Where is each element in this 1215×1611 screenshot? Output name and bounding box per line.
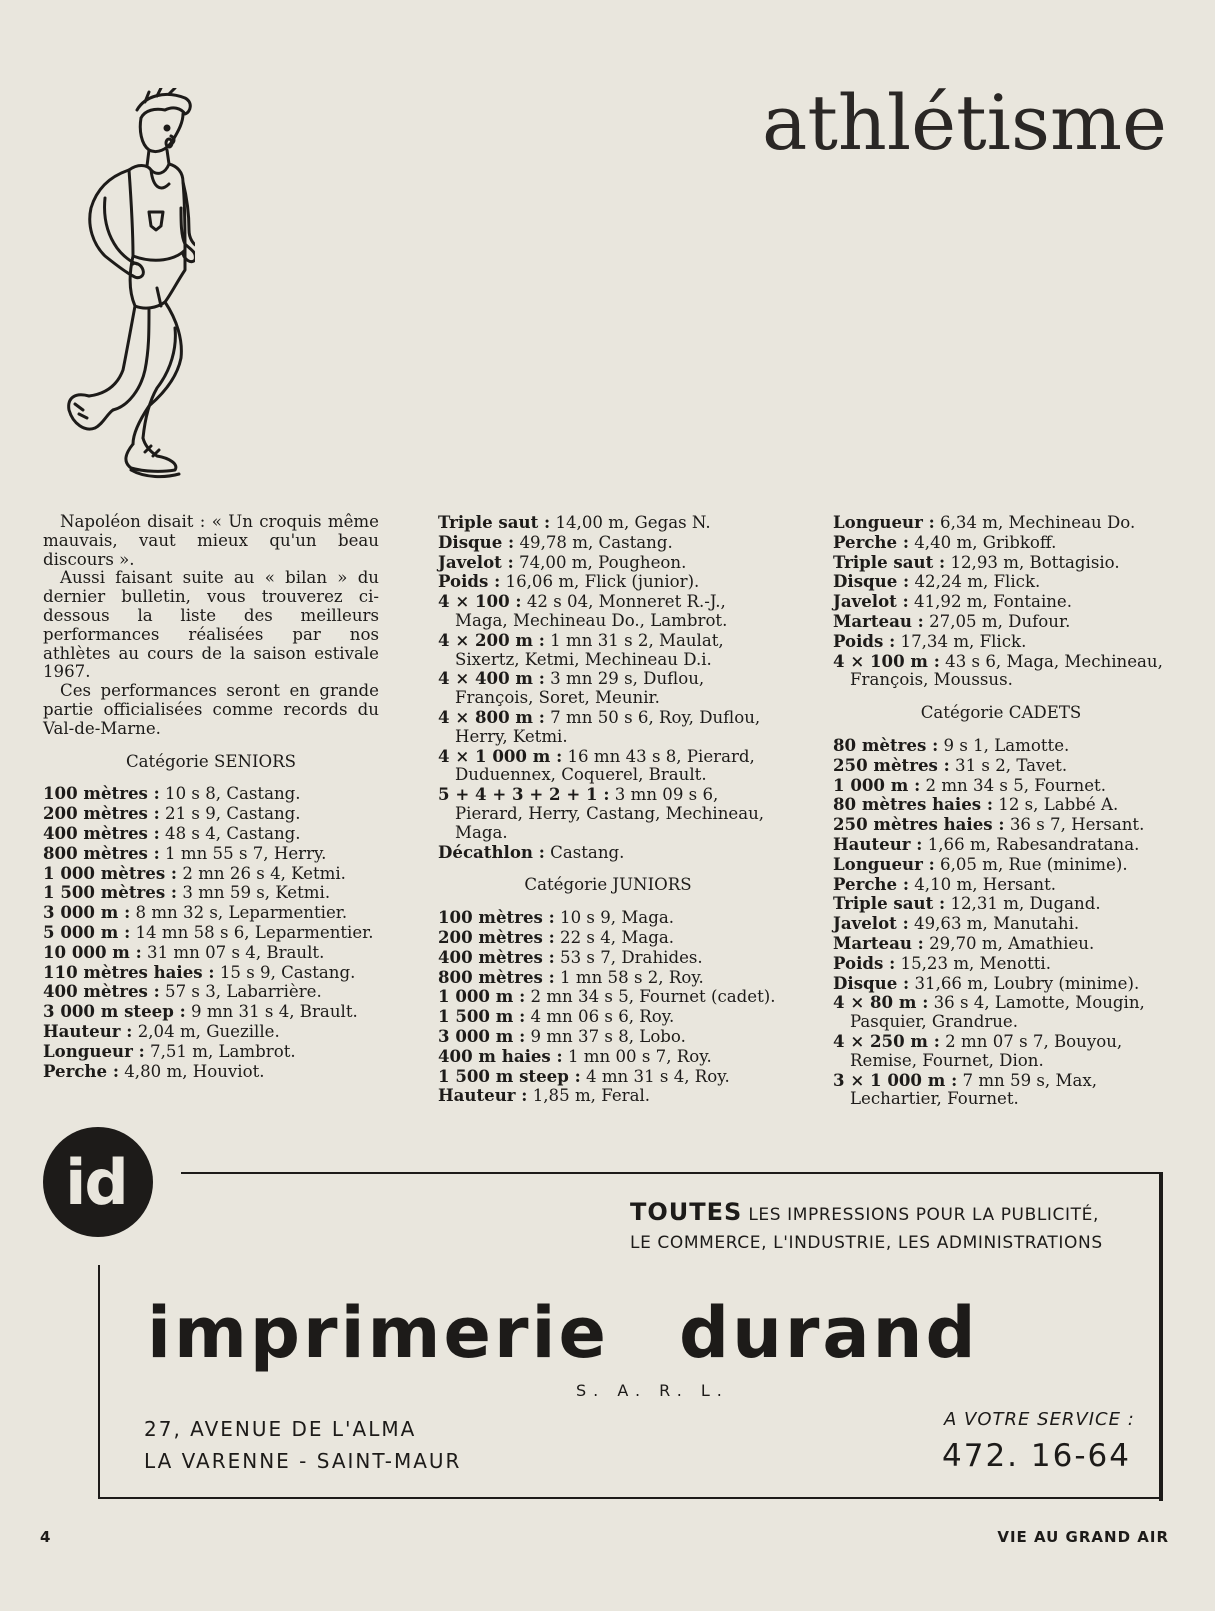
event-result: 14,00 m, Gegas N. bbox=[555, 513, 711, 532]
event-result: 2 mn 34 s 5, Fournet. bbox=[925, 775, 1106, 795]
event-result: 53 s 7, Drahides. bbox=[560, 947, 703, 967]
event-label: 1 000 m : bbox=[833, 774, 921, 795]
event-label: 3 000 m : bbox=[438, 1025, 526, 1046]
ad-brand bbox=[147, 1292, 979, 1374]
result-line bbox=[43, 963, 379, 983]
result-line bbox=[833, 894, 1169, 914]
event-result: 41,92 m, Fontaine. bbox=[914, 592, 1073, 612]
event-label: Javelot : bbox=[833, 913, 909, 934]
event-result: 3 mn 29 s, Duflou, François, Soret, Meunir. bbox=[455, 669, 705, 708]
juniors-continued-list bbox=[833, 513, 1169, 690]
event-result: 4,80 m, Houviot. bbox=[124, 1061, 265, 1081]
event-result: 2 mn 26 s 4, Ketmi. bbox=[182, 863, 346, 883]
result-line bbox=[833, 993, 1169, 1032]
event-label: 1 500 m steep : bbox=[438, 1065, 581, 1086]
seniors-heading: Catégorie SENIORS bbox=[125, 751, 297, 771]
event-result: 7 mn 50 s 6, Roy, Duflou, Herry, Ketmi. bbox=[455, 707, 761, 746]
result-line bbox=[833, 756, 1169, 776]
event-result: 4,40 m, Gribkoff. bbox=[914, 532, 1057, 552]
event-label: Longueur : bbox=[43, 1040, 145, 1061]
result-line bbox=[833, 652, 1169, 691]
result-line bbox=[438, 533, 778, 553]
event-result: 9 mn 31 s 4, Brault. bbox=[190, 1002, 358, 1022]
result-line bbox=[43, 844, 379, 864]
result-line bbox=[833, 815, 1169, 835]
event-label: 5 000 m : bbox=[43, 921, 131, 942]
event-label: 4 × 200 m : bbox=[438, 629, 545, 650]
event-result: 3 mn 09 s 6, Pierard, Herry, Castang, Mechineau, Maga. bbox=[455, 785, 765, 842]
event-result: 31,66 m, Loubry (minime). bbox=[914, 973, 1140, 993]
event-result: 6,34 m, Mechineau Do. bbox=[940, 513, 1136, 532]
event-label: Hauteur : bbox=[43, 1020, 133, 1041]
ad-brand-imprimerie: imprimerie bbox=[147, 1292, 609, 1374]
result-line bbox=[43, 883, 379, 903]
event-result: 7,51 m, Lambrot. bbox=[150, 1041, 296, 1061]
id-logo bbox=[42, 1126, 154, 1238]
event-label: 4 × 80 m : bbox=[833, 992, 929, 1013]
event-label: Perche : bbox=[43, 1060, 119, 1081]
cadets-list bbox=[833, 736, 1169, 1109]
event-label: Poids : bbox=[833, 630, 896, 651]
event-result: 8 mn 32 s, Leparmentier. bbox=[135, 903, 348, 923]
ad-tagline-rest: LES IMPRESSIONS POUR LA PUBLICITÉ, bbox=[748, 1205, 1099, 1225]
juniors-list bbox=[438, 908, 778, 1106]
event-result: 42,24 m, Flick. bbox=[914, 572, 1041, 592]
result-line bbox=[438, 747, 778, 786]
result-line bbox=[438, 968, 778, 988]
event-label: 100 mètres : bbox=[43, 783, 160, 804]
event-result: 43 s 6, Maga, Mechineau, François, Moussus. bbox=[850, 651, 1163, 690]
event-result: 10 s 8, Castang. bbox=[165, 784, 301, 804]
column-1 bbox=[43, 513, 379, 1081]
result-line bbox=[438, 908, 778, 928]
event-result: 16,06 m, Flick (junior). bbox=[505, 572, 700, 592]
event-label: 5 + 4 + 3 + 2 + 1 : bbox=[438, 784, 610, 805]
result-line bbox=[833, 875, 1169, 895]
result-line bbox=[833, 974, 1169, 994]
event-result: 49,78 m, Castang. bbox=[519, 532, 673, 552]
result-line bbox=[833, 855, 1169, 875]
event-label: 4 × 400 m : bbox=[438, 668, 545, 689]
cadets-heading: Catégorie CADETS bbox=[920, 703, 1082, 723]
event-label: 3 000 m : bbox=[43, 902, 131, 923]
result-line bbox=[438, 785, 778, 842]
event-label: Poids : bbox=[833, 952, 896, 973]
column-3 bbox=[833, 513, 1169, 1109]
result-line bbox=[833, 513, 1169, 533]
result-line bbox=[43, 1022, 379, 1042]
event-label: 250 mètres : bbox=[833, 754, 950, 775]
event-result: 16 mn 43 s 8, Pierard, Duduennex, Coquerel, Brault. bbox=[455, 746, 755, 785]
result-line bbox=[833, 533, 1169, 553]
result-line bbox=[438, 843, 778, 863]
result-line bbox=[833, 612, 1169, 632]
intro-paragraph-3: Ces performances seront en grande partie officialisées comme records du Val-de-Marne. bbox=[43, 681, 379, 738]
ad-frame-top bbox=[181, 1172, 1161, 1174]
magazine-name: VIE AU GRAND AIR bbox=[997, 1528, 1169, 1546]
result-line bbox=[438, 1007, 778, 1027]
result-line bbox=[43, 864, 379, 884]
page-title: athlétisme bbox=[762, 78, 1167, 167]
result-line bbox=[833, 954, 1169, 974]
ad-tagline-line2: LE COMMERCE, L'INDUSTRIE, LES ADMINISTRATIONS bbox=[630, 1233, 1103, 1253]
event-label: 1 500 mètres : bbox=[43, 882, 178, 903]
event-label: 3 000 m steep : bbox=[43, 1001, 186, 1022]
event-result: 12 s, Labbé A. bbox=[998, 795, 1119, 815]
event-result: 4 mn 31 s 4, Roy. bbox=[585, 1066, 730, 1086]
juniors-heading: Catégorie JUNIORS bbox=[524, 875, 692, 895]
event-label: Longueur : bbox=[833, 853, 935, 874]
result-line bbox=[438, 928, 778, 948]
event-result: 10 s 9, Maga. bbox=[560, 908, 674, 928]
result-line bbox=[833, 1071, 1169, 1110]
event-label: 400 mètres : bbox=[43, 981, 160, 1002]
result-line bbox=[43, 923, 379, 943]
result-line bbox=[833, 553, 1169, 573]
result-line bbox=[438, 513, 778, 533]
event-result: 2,04 m, Guezille. bbox=[137, 1021, 280, 1041]
event-result: 36 s 4, Lamotte, Mougin, Pasquier, Grandrue. bbox=[850, 993, 1145, 1032]
result-line bbox=[833, 1032, 1169, 1071]
event-result: 27,05 m, Dufour. bbox=[929, 611, 1071, 631]
event-label: 400 mètres : bbox=[438, 946, 555, 967]
seniors-list bbox=[43, 784, 379, 1081]
event-label: 200 mètres : bbox=[438, 926, 555, 947]
event-result: 2 mn 07 s 7, Bouyou, Remise, Fournet, Dion. bbox=[850, 1031, 1123, 1070]
event-label: 250 mètres haies : bbox=[833, 814, 1005, 835]
ad-tagline-big: TOUTES bbox=[630, 1198, 743, 1226]
result-line bbox=[43, 982, 379, 1002]
result-line bbox=[438, 1067, 778, 1087]
event-label: 200 mètres : bbox=[43, 803, 160, 824]
event-label: Javelot : bbox=[833, 591, 909, 612]
event-label: 4 × 250 m : bbox=[833, 1030, 940, 1051]
event-result: 48 s 4, Castang. bbox=[165, 823, 301, 843]
event-label: Hauteur : bbox=[438, 1085, 528, 1106]
result-line bbox=[43, 824, 379, 844]
intro-paragraph-2: Aussi faisant suite au « bilan » du dernier bulletin, vous trouverez ci-dessous la liste des meilleurs performances réalisées par nos athlètes au cours de la saison estivale 1967. bbox=[43, 568, 379, 682]
event-result: 12,93 m, Bottagisio. bbox=[950, 552, 1120, 572]
result-line bbox=[833, 914, 1169, 934]
event-result: 14 mn 58 s 6, Leparmentier. bbox=[135, 922, 374, 942]
event-label: 10 000 m : bbox=[43, 941, 142, 962]
event-label: 100 mètres : bbox=[438, 907, 555, 928]
event-result: 57 s 3, Labarrière. bbox=[165, 982, 322, 1002]
result-line bbox=[43, 1002, 379, 1022]
event-label: Javelot : bbox=[438, 551, 514, 572]
ad-sarl: S. A. R. L. bbox=[576, 1381, 729, 1400]
event-label: Triple saut : bbox=[833, 893, 946, 914]
seniors-continued-list bbox=[438, 513, 778, 862]
event-result: 17,34 m, Flick. bbox=[900, 631, 1027, 651]
event-label: Poids : bbox=[438, 571, 501, 592]
event-result: 3 mn 59 s, Ketmi. bbox=[182, 883, 331, 903]
event-label: 4 × 1 000 m : bbox=[438, 745, 563, 766]
result-line bbox=[438, 1027, 778, 1047]
result-line bbox=[833, 736, 1169, 756]
result-line bbox=[438, 631, 778, 670]
result-line bbox=[43, 784, 379, 804]
ad-address bbox=[144, 1413, 461, 1477]
event-result: 7 mn 59 s, Max, Lechartier, Fournet. bbox=[850, 1070, 1097, 1109]
result-line bbox=[43, 804, 379, 824]
event-result: 1,66 m, Rabesandratana. bbox=[927, 834, 1140, 854]
event-result: 12,31 m, Dugand. bbox=[950, 894, 1101, 914]
event-label: 800 mètres : bbox=[438, 966, 555, 987]
event-result: 1 mn 00 s 7, Roy. bbox=[567, 1046, 712, 1066]
event-result: 9 s 1, Lamotte. bbox=[943, 735, 1070, 755]
event-result: 9 mn 37 s 8, Lobo. bbox=[530, 1026, 686, 1046]
event-label: 400 mètres : bbox=[43, 822, 160, 843]
result-line bbox=[833, 934, 1169, 954]
event-label: 3 × 1 000 m : bbox=[833, 1069, 958, 1090]
intro-paragraph-1: Napoléon disait : « Un croquis même mauvais, vaut mieux qu'un beau discours ». bbox=[43, 512, 379, 569]
event-result: 74,00 m, Pougheon. bbox=[519, 552, 687, 572]
event-label: 1 000 m : bbox=[438, 986, 526, 1007]
event-result: 15 s 9, Castang. bbox=[219, 962, 356, 982]
event-result: 1 mn 58 s 2, Roy. bbox=[560, 967, 704, 987]
event-result: 31 mn 07 s 4, Brault. bbox=[147, 942, 325, 962]
event-result: 1 mn 31 s 2, Maulat, Sixertz, Ketmi, Mechineau D.i. bbox=[455, 630, 724, 669]
event-label: Disque : bbox=[438, 531, 515, 552]
event-result: 6,05 m, Rue (minime). bbox=[940, 854, 1128, 874]
ad-brand-durand: durand bbox=[678, 1292, 979, 1374]
event-label: Disque : bbox=[833, 571, 910, 592]
event-label: 400 m haies : bbox=[438, 1045, 563, 1066]
result-line bbox=[438, 669, 778, 708]
result-line bbox=[438, 572, 778, 592]
event-result: 4,10 m, Hersant. bbox=[914, 874, 1057, 894]
event-result: 29,70 m, Amathieu. bbox=[929, 933, 1095, 953]
event-label: Longueur : bbox=[833, 512, 935, 532]
event-label: Disque : bbox=[833, 972, 910, 993]
event-label: Triple saut : bbox=[833, 551, 946, 572]
result-line bbox=[438, 708, 778, 747]
event-result: 42 s 04, Monneret R.-J., Maga, Mechineau Do., Lambrot. bbox=[455, 592, 728, 630]
column-2 bbox=[438, 513, 778, 1106]
page-number: 4 bbox=[40, 1528, 51, 1546]
event-result: 22 s 4, Maga. bbox=[560, 927, 674, 947]
event-label: Décathlon : bbox=[438, 841, 545, 862]
result-line bbox=[438, 1086, 778, 1106]
event-label: Hauteur : bbox=[833, 833, 923, 854]
event-result: 4 mn 06 s 6, Roy. bbox=[530, 1007, 675, 1027]
event-result: 49,63 m, Manutahi. bbox=[914, 914, 1080, 934]
event-result: 36 s 7, Hersant. bbox=[1009, 815, 1145, 835]
result-line bbox=[43, 1042, 379, 1062]
event-result: 1,85 m, Feral. bbox=[532, 1086, 651, 1106]
runner-illustration bbox=[45, 88, 195, 488]
event-label: Marteau : bbox=[833, 610, 924, 631]
result-line bbox=[833, 776, 1169, 796]
ad-address-line1: 27, AVENUE DE L'ALMA bbox=[144, 1417, 417, 1441]
event-result: 31 s 2, Tavet. bbox=[955, 755, 1068, 775]
event-label: Perche : bbox=[833, 873, 909, 894]
result-line bbox=[833, 632, 1169, 652]
result-line bbox=[833, 592, 1169, 612]
event-label: 1 000 mètres : bbox=[43, 862, 178, 883]
ad-service-label: A VOTRE SERVICE : bbox=[944, 1409, 1135, 1430]
result-line bbox=[438, 948, 778, 968]
event-label: 4 × 100 m : bbox=[833, 650, 940, 671]
result-line bbox=[438, 1047, 778, 1067]
event-label: 110 mètres haies : bbox=[43, 961, 215, 982]
ad-address-line2: LA VARENNE - SAINT-MAUR bbox=[144, 1449, 462, 1473]
ad-phone: 472. 16-64 bbox=[942, 1438, 1131, 1474]
result-line bbox=[833, 835, 1169, 855]
event-label: 800 mètres : bbox=[43, 842, 160, 863]
result-line bbox=[438, 553, 778, 573]
event-label: 80 mètres : bbox=[833, 734, 939, 755]
event-label: 1 500 m : bbox=[438, 1006, 526, 1027]
result-line bbox=[43, 943, 379, 963]
event-result: 2 mn 34 s 5, Fournet (cadet). bbox=[530, 987, 776, 1007]
event-result: 1 mn 55 s 7, Herry. bbox=[165, 843, 327, 863]
event-label: 4 × 100 : bbox=[438, 591, 522, 612]
event-result: 15,23 m, Menotti. bbox=[900, 953, 1052, 973]
result-line bbox=[833, 795, 1169, 815]
event-label: Perche : bbox=[833, 531, 909, 552]
result-line bbox=[438, 987, 778, 1007]
event-label: 80 mètres haies : bbox=[833, 794, 993, 815]
result-line bbox=[43, 903, 379, 923]
ad-tagline bbox=[630, 1198, 1103, 1257]
result-line bbox=[833, 572, 1169, 592]
result-line bbox=[438, 592, 778, 631]
event-label: Marteau : bbox=[833, 932, 924, 953]
event-label: 4 × 800 m : bbox=[438, 706, 545, 727]
result-line bbox=[43, 1062, 379, 1082]
event-result: Castang. bbox=[550, 842, 625, 862]
event-label: Triple saut : bbox=[438, 512, 551, 532]
id-logo-text: id bbox=[65, 1146, 127, 1219]
event-result: 21 s 9, Castang. bbox=[165, 804, 301, 824]
